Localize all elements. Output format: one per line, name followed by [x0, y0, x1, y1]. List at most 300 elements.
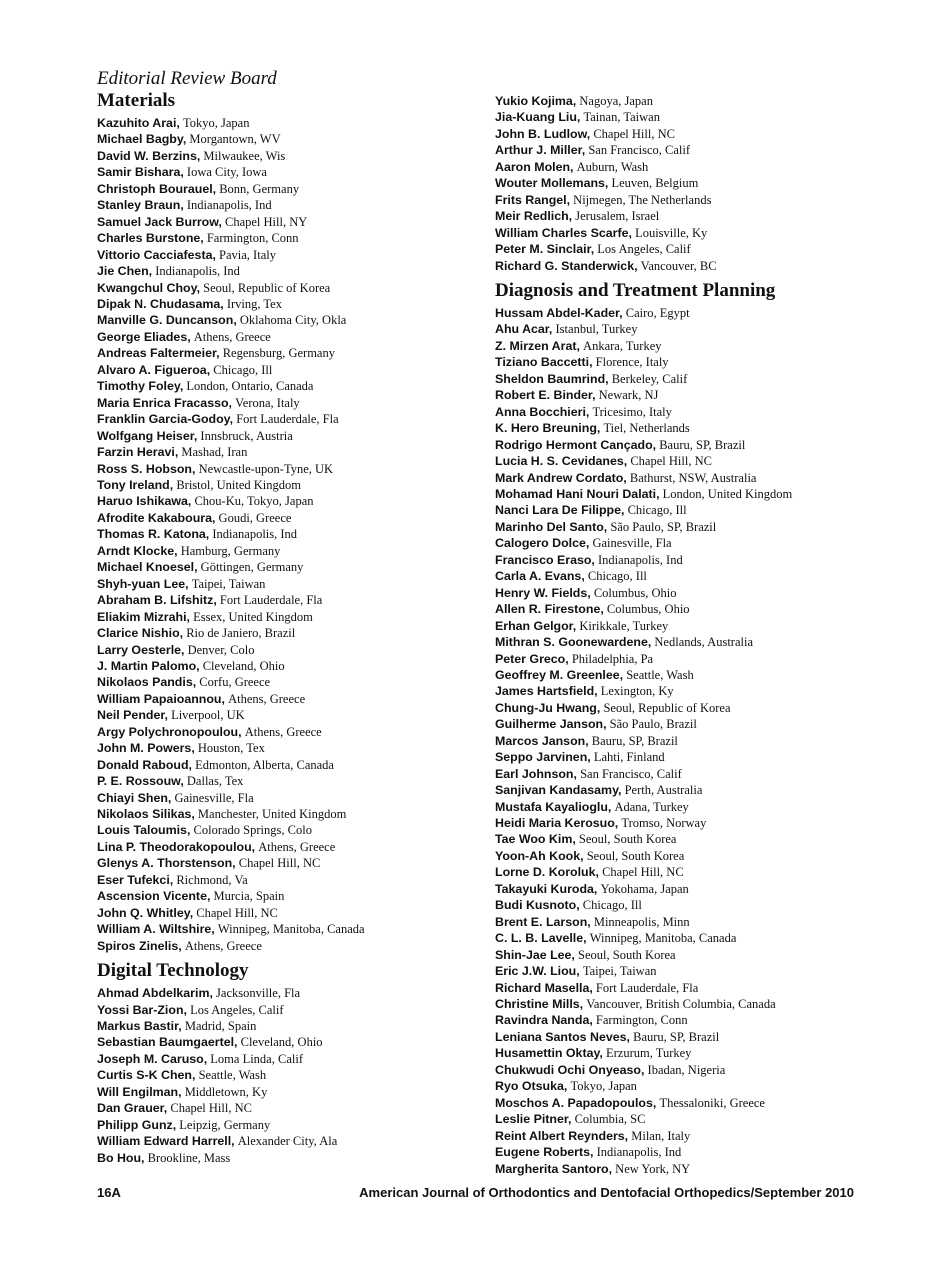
- reviewer-location: Erzurum, Turkey: [606, 1046, 692, 1061]
- reviewer-entry: [97, 642, 507, 658]
- reviewer-entry: [97, 1034, 507, 1050]
- reviewer-entry: [97, 872, 507, 888]
- reviewer-entry: [97, 444, 507, 460]
- reviewer-location: Göttingen, Germany: [200, 560, 304, 575]
- reviewer-entry: [97, 1150, 507, 1166]
- reviewer-entry: [495, 667, 905, 683]
- reviewer-name: Dan Grauer,: [97, 1101, 168, 1116]
- reviewer-location: Middletown, Ky: [184, 1084, 268, 1099]
- reviewer-name: Charles Burstone,: [97, 231, 204, 246]
- reviewer-name: Nikolaos Pandis,: [97, 675, 197, 690]
- reviewer-name: Christoph Bourauel,: [97, 181, 217, 196]
- reviewer-entry: [495, 585, 905, 601]
- reviewer-entry: [495, 241, 905, 257]
- reviewer-entry: [97, 312, 507, 328]
- reviewer-name: Sebastian Baumgaertel,: [97, 1035, 238, 1050]
- reviewer-entry: [495, 897, 905, 913]
- reviewer-name: Spiros Zinelis,: [97, 938, 182, 953]
- reviewer-location: Chapel Hill, NC: [170, 1101, 252, 1116]
- reviewer-entry: [97, 263, 507, 279]
- reviewer-location: Bauru, SP, Brazil: [633, 1029, 720, 1044]
- reviewer-location: Indianapolis, Ind: [212, 527, 298, 542]
- reviewer-location: Chicago, Ill: [213, 362, 273, 377]
- reviewer-location: Bathurst, NSW, Australia: [629, 470, 757, 485]
- reviewer-entry: [495, 683, 905, 699]
- reviewer-name: Robert E. Binder,: [495, 388, 596, 403]
- reviewer-name: Hussam Abdel-Kader,: [495, 305, 623, 320]
- reviewer-name: Guilherme Janson,: [495, 717, 607, 732]
- reviewer-name: Mark Andrew Cordato,: [495, 470, 627, 485]
- reviewer-name: Mithran S. Goonewardene,: [495, 635, 652, 650]
- reviewer-entry: [97, 790, 507, 806]
- reviewer-location: Fort Lauderdale, Fla: [219, 593, 323, 608]
- reviewer-entry: [97, 609, 507, 625]
- reviewer-entry: [495, 535, 905, 551]
- reviewer-location: Newark, NJ: [598, 388, 659, 403]
- reviewer-name: Heidi Maria Kerosuo,: [495, 816, 619, 831]
- reviewer-location: Milan, Italy: [631, 1128, 691, 1143]
- reviewer-location: San Francisco, Calif: [580, 766, 682, 781]
- reviewer-entry: [97, 131, 507, 147]
- reviewer-entry: [97, 428, 507, 444]
- reviewer-entry: [495, 1144, 905, 1160]
- reviewer-name: Haruo Ishikawa,: [97, 494, 192, 509]
- reviewer-entry: [97, 362, 507, 378]
- reviewer-entry: [495, 766, 905, 782]
- reviewer-name: Stanley Braun,: [97, 198, 184, 213]
- reviewer-entry: [495, 453, 905, 469]
- reviewer-name: John B. Ludlow,: [495, 126, 591, 141]
- reviewer-location: Mashad, Iran: [181, 445, 248, 460]
- reviewer-entry: [495, 634, 905, 650]
- reviewer-location: Jacksonville, Fla: [216, 986, 301, 1001]
- reviewer-entry: [495, 225, 905, 241]
- reviewer-name: K. Hero Breuning,: [495, 421, 601, 436]
- reviewer-entry: [97, 115, 507, 131]
- reviewer-name: Shyh-yuan Lee,: [97, 576, 189, 591]
- reviewer-name: Samir Bishara,: [97, 165, 184, 180]
- reviewer-name: Farzin Heravi,: [97, 445, 179, 460]
- reviewer-name: Donald Raboud,: [97, 757, 192, 772]
- reviewer-location: Lahti, Finland: [593, 750, 665, 765]
- reviewer-name: Lucia H. S. Cevidanes,: [495, 454, 628, 469]
- reviewer-location: Gainesville, Fla: [592, 536, 672, 551]
- reviewer-name: Yukio Kojima,: [495, 94, 577, 108]
- reviewer-location: London, United Kingdom: [662, 486, 793, 501]
- page-number: 16A: [97, 1185, 121, 1200]
- reviewer-location: Hamburg, Germany: [180, 543, 281, 558]
- reviewer-entry: [97, 576, 507, 592]
- reviewer-entry: [97, 1002, 507, 1018]
- reviewer-entry: [495, 142, 905, 158]
- reviewer-entry: [495, 321, 905, 337]
- reviewer-name: Wolfgang Heiser,: [97, 428, 198, 443]
- reviewer-location: Brookline, Mass: [147, 1150, 231, 1165]
- reviewer-entry: [97, 773, 507, 789]
- reviewer-name: Alvaro A. Figueroa,: [97, 362, 211, 377]
- reviewer-location: Chapel Hill, NY: [225, 214, 308, 229]
- reviewer-location: Ibadan, Nigeria: [647, 1062, 726, 1077]
- reviewer-entry: [495, 651, 905, 667]
- reviewer-name: Aaron Molen,: [495, 159, 574, 174]
- reviewer-entry: [97, 625, 507, 641]
- reviewer-name: Manville G. Duncanson,: [97, 313, 237, 328]
- reviewer-name: Tiziano Baccetti,: [495, 355, 593, 370]
- reviewer-entry: [495, 371, 905, 387]
- reviewer-location: Innsbruck, Austria: [200, 428, 293, 443]
- reviewer-entry: [495, 1095, 905, 1111]
- reviewer-name: Joseph M. Caruso,: [97, 1051, 208, 1066]
- reviewer-location: Ankara, Turkey: [583, 338, 662, 353]
- reviewer-location: Oklahoma City, Okla: [239, 313, 347, 328]
- reviewer-entry: [495, 1161, 905, 1177]
- reviewer-name: Takayuki Kuroda,: [495, 881, 598, 896]
- reviewer-location: Bonn, Germany: [219, 181, 300, 196]
- reviewer-location: Chapel Hill, NC: [630, 454, 712, 469]
- reviewer-location: Tainan, Taiwan: [583, 110, 660, 125]
- reviewer-location: Florence, Italy: [595, 355, 669, 370]
- reviewer-entry: [495, 1012, 905, 1028]
- reviewer-location: Chapel Hill, NC: [238, 856, 321, 871]
- reviewer-section: [495, 93, 905, 274]
- reviewer-name: William A. Wiltshire,: [97, 922, 215, 937]
- reviewer-location: Milwaukee, Wis: [203, 148, 286, 163]
- reviewer-location: Indianapolis, Ind: [596, 1145, 682, 1160]
- reviewer-location: Bauru, SP, Brazil: [591, 733, 678, 748]
- reviewer-location: Los Angeles, Calif: [190, 1002, 284, 1017]
- reviewer-entry: [495, 914, 905, 930]
- reviewer-location: Verona, Italy: [235, 395, 300, 410]
- reviewer-entry: [495, 947, 905, 963]
- reviewer-entry: [495, 618, 905, 634]
- reviewer-entry: [97, 280, 507, 296]
- reviewer-entry: [495, 716, 905, 732]
- reviewer-entry: [495, 963, 905, 979]
- reviewer-entry: [495, 782, 905, 798]
- reviewer-location: Columbus, Ohio: [593, 585, 677, 600]
- reviewer-entry: [97, 921, 507, 937]
- reviewer-name: Bo Hou,: [97, 1150, 145, 1165]
- reviewer-entry: [495, 1111, 905, 1127]
- reviewer-entry: [495, 305, 905, 321]
- reviewer-entry: [97, 1084, 507, 1100]
- reviewer-name: J. Martin Palomo,: [97, 658, 200, 673]
- reviewer-entry: [495, 815, 905, 831]
- reviewer-location: Chapel Hill, NC: [593, 126, 675, 141]
- reviewer-entry: [495, 404, 905, 420]
- reviewer-name: Thomas R. Katona,: [97, 527, 210, 542]
- reviewer-location: Manchester, United Kingdom: [197, 807, 347, 822]
- reviewer-entry: [97, 757, 507, 773]
- reviewer-name: Dipak N. Chudasama,: [97, 296, 224, 311]
- reviewer-location: São Paulo, SP, Brazil: [610, 519, 717, 534]
- reviewer-location: Indianapolis, Ind: [155, 264, 240, 279]
- reviewer-location: Chicago, Ill: [582, 898, 642, 913]
- reviewer-entry: [495, 980, 905, 996]
- reviewer-entry: [97, 378, 507, 394]
- reviewer-name: Richard Masella,: [495, 980, 593, 995]
- reviewer-name: Anna Bocchieri,: [495, 404, 590, 419]
- reviewer-name: Seppo Jarvinen,: [495, 750, 591, 765]
- reviewer-name: Henry W. Fields,: [495, 585, 591, 600]
- reviewer-location: Iowa City, Iowa: [186, 165, 267, 180]
- reviewer-location: Seoul, Republic of Korea: [603, 700, 731, 715]
- reviewer-location: Chou-Ku, Tokyo, Japan: [194, 494, 314, 509]
- reviewer-entry: [495, 848, 905, 864]
- reviewer-entry: [495, 996, 905, 1012]
- reviewer-entry: [495, 109, 905, 125]
- reviewer-entry: [97, 543, 507, 559]
- reviewer-name: Eugene Roberts,: [495, 1145, 594, 1160]
- reviewer-name: Kazuhito Arai,: [97, 116, 180, 130]
- reviewer-location: Bristol, United Kingdom: [176, 477, 301, 492]
- reviewer-location: Athens, Greece: [228, 691, 306, 706]
- reviewer-location: Gainesville, Fla: [174, 790, 254, 805]
- reviewer-location: Athens, Greece: [258, 839, 336, 854]
- reviewer-location: Rio de Janiero, Brazil: [186, 626, 296, 641]
- reviewer-location: Houston, Tex: [197, 741, 265, 756]
- reviewer-location: Adana, Turkey: [614, 799, 689, 814]
- reviewer-location: Dallas, Tex: [186, 774, 244, 789]
- reviewer-location: Philadelphia, Pa: [571, 651, 654, 666]
- reviewer-entry: [495, 1045, 905, 1061]
- reviewer-entry: [97, 148, 507, 164]
- reviewer-entry: [97, 674, 507, 690]
- reviewer-entry: [495, 420, 905, 436]
- reviewer-location: Fort Lauderdale, Fla: [595, 980, 699, 995]
- reviewer-name: Maria Enrica Fracasso,: [97, 395, 232, 410]
- reviewer-name: P. E. Rossouw,: [97, 774, 184, 789]
- reviewer-entry: [97, 559, 507, 575]
- reviewer-name: Budi Kusnoto,: [495, 898, 580, 913]
- reviewer-entry: [97, 329, 507, 345]
- reviewer-name: Ross S. Hobson,: [97, 461, 196, 476]
- reviewer-entry: [495, 568, 905, 584]
- reviewer-location: Regensburg, Germany: [222, 346, 335, 361]
- reviewer-name: Philipp Gunz,: [97, 1117, 177, 1132]
- reviewer-section: [97, 960, 507, 1166]
- reviewer-name: Kwangchul Choy,: [97, 280, 201, 295]
- reviewer-location: Auburn, Wash: [576, 159, 649, 174]
- reviewer-name: Allen R. Firestone,: [495, 602, 604, 617]
- reviewer-name: Clarice Nishio,: [97, 626, 184, 641]
- reviewer-location: Indianapolis, Ind: [186, 198, 272, 213]
- reviewer-name: Lina P. Theodorakopoulou,: [97, 839, 256, 854]
- reviewer-location: Tokyo, Japan: [182, 116, 250, 130]
- reviewer-location: Seoul, South Korea: [578, 947, 676, 962]
- reviewer-name: Erhan Gelgor,: [495, 618, 577, 633]
- reviewer-section: [97, 90, 507, 954]
- reviewer-entry: [495, 700, 905, 716]
- reviewer-entry: [97, 724, 507, 740]
- reviewer-location: Chapel Hill, NC: [196, 905, 278, 920]
- reviewer-name: Richard G. Standerwick,: [495, 258, 638, 273]
- reviewer-name: Marcos Janson,: [495, 733, 589, 748]
- reviewer-name: James Hartsfield,: [495, 684, 598, 699]
- reviewer-name: Samuel Jack Burrow,: [97, 214, 222, 229]
- reviewer-location: Kirikkale, Turkey: [579, 618, 669, 633]
- reviewer-name: Francisco Eraso,: [495, 552, 595, 567]
- reviewer-location: Goudi, Greece: [218, 510, 292, 525]
- reviewer-location: Athens, Greece: [244, 724, 322, 739]
- reviewer-name: Meir Redlich,: [495, 209, 573, 224]
- reviewer-entry: [97, 181, 507, 197]
- reviewer-location: Murcia, Spain: [213, 889, 285, 904]
- reviewer-name: Reint Albert Reynders,: [495, 1128, 629, 1143]
- reviewer-location: Essex, United Kingdom: [193, 609, 313, 624]
- reviewer-location: Loma Linda, Calif: [210, 1051, 303, 1066]
- reviewer-name: William Charles Scarfe,: [495, 225, 632, 240]
- reviewer-location: Lexington, Ky: [600, 684, 674, 699]
- reviewer-location: Liverpool, UK: [171, 708, 245, 723]
- reviewer-entry: [97, 658, 507, 674]
- reviewer-name: Eliakim Mizrahi,: [97, 609, 190, 624]
- reviewer-entry: [97, 855, 507, 871]
- reviewer-name: C. L. B. Lavelle,: [495, 931, 587, 946]
- reviewer-name: Ravindra Nanda,: [495, 1013, 593, 1028]
- reviewer-name: Ryo Otsuka,: [495, 1079, 568, 1094]
- reviewer-location: Athens, Greece: [193, 329, 271, 344]
- reviewer-location: Alexander City, Ala: [237, 1134, 338, 1149]
- page-title: Editorial Review Board: [97, 68, 277, 89]
- reviewer-section: [495, 280, 905, 1177]
- reviewer-location: Tricesimo, Italy: [592, 404, 672, 419]
- reviewer-name: Arndt Klocke,: [97, 543, 178, 558]
- reviewer-entry: [97, 461, 507, 477]
- reviewer-location: Thessaloniki, Greece: [659, 1095, 765, 1110]
- reviewer-entry: [97, 411, 507, 427]
- reviewer-name: Peter Greco,: [495, 651, 569, 666]
- reviewer-entry: [97, 740, 507, 756]
- reviewer-entry: [97, 691, 507, 707]
- reviewer-name: Yossi Bar-Zion,: [97, 1002, 187, 1017]
- reviewer-name: Sanjivan Kandasamy,: [495, 783, 622, 798]
- reviewer-location: Taipei, Taiwan: [582, 964, 657, 979]
- reviewer-name: Tae Woo Kim,: [495, 832, 576, 847]
- reviewer-location: Perth, Australia: [624, 783, 703, 798]
- reviewer-name: Nikolaos Silikas,: [97, 807, 195, 822]
- reviewer-name: Peter M. Sinclair,: [495, 242, 595, 257]
- reviewer-name: Lorne D. Koroluk,: [495, 865, 599, 880]
- reviewer-location: Columbus, Ohio: [606, 602, 690, 617]
- reviewer-location: Winnipeg, Manitoba, Canada: [217, 922, 365, 937]
- reviewer-name: Moschos A. Papadopoulos,: [495, 1095, 657, 1110]
- reviewer-location: Cairo, Egypt: [625, 305, 690, 320]
- reviewer-entry: [97, 839, 507, 855]
- reviewer-location: Richmond, Va: [176, 872, 248, 887]
- reviewer-location: Vancouver, BC: [640, 258, 717, 273]
- reviewer-location: Seoul, Republic of Korea: [203, 280, 331, 295]
- page-footer: [97, 1185, 854, 1201]
- reviewer-location: London, Ontario, Canada: [186, 379, 314, 394]
- reviewer-entry: [495, 159, 905, 175]
- reviewer-name: John Q. Whitley,: [97, 905, 194, 920]
- reviewer-entry: [97, 1117, 507, 1133]
- reviewer-name: Mohamad Hani Nouri Dalati,: [495, 486, 660, 501]
- reviewer-entry: [97, 888, 507, 904]
- reviewer-location: Tokyo, Japan: [570, 1079, 637, 1094]
- reviewer-entry: [97, 197, 507, 213]
- reviewer-name: John M. Powers,: [97, 741, 195, 756]
- reviewer-entry: [495, 192, 905, 208]
- reviewer-name: Nanci Lara De Filippe,: [495, 503, 625, 518]
- reviewer-name: Marinho Del Santo,: [495, 519, 608, 534]
- reviewer-location: Tromso, Norway: [621, 816, 707, 831]
- reviewer-location: Cleveland, Ohio: [202, 658, 285, 673]
- reviewer-name: Mustafa Kayalioglu,: [495, 799, 612, 814]
- reviewer-entry: [495, 881, 905, 897]
- reviewer-location: Leipzig, Germany: [179, 1117, 271, 1132]
- reviewer-name: Calogero Dolce,: [495, 536, 590, 551]
- reviewer-location: Athens, Greece: [184, 938, 262, 953]
- reviewer-entry: [495, 733, 905, 749]
- reviewer-name: Timothy Foley,: [97, 379, 184, 394]
- reviewer-location: Tiel, Netherlands: [603, 421, 690, 436]
- reviewer-location: Columbia, SC: [574, 1112, 646, 1127]
- reviewer-location: Seoul, South Korea: [578, 832, 677, 847]
- reviewer-name: Jia-Kuang Liu,: [495, 110, 581, 125]
- reviewer-entry: [495, 387, 905, 403]
- reviewer-name: William Edward Harrell,: [97, 1134, 235, 1149]
- reviewer-entry: [495, 208, 905, 224]
- reviewer-name: Louis Taloumis,: [97, 823, 191, 838]
- reviewer-location: Nijmegen, The Netherlands: [573, 192, 712, 207]
- reviewer-name: Vittorio Cacciafesta,: [97, 247, 216, 262]
- reviewer-name: Arthur J. Miller,: [495, 143, 586, 158]
- reviewer-name: Franklin Garcia-Godoy,: [97, 412, 234, 427]
- reviewer-location: Seattle, Wash: [626, 667, 694, 682]
- reviewer-entry: [495, 1062, 905, 1078]
- reviewer-entry: [495, 1029, 905, 1045]
- reviewer-entry: [97, 822, 507, 838]
- reviewer-name: Christine Mills,: [495, 997, 584, 1012]
- reviewer-location: Winnipeg, Manitoba, Canada: [589, 931, 737, 946]
- reviewer-entry: [495, 470, 905, 486]
- reviewer-name: Earl Johnson,: [495, 766, 577, 781]
- reviewer-name: Rodrigo Hermont Cançado,: [495, 437, 657, 452]
- reviewer-entry: [495, 502, 905, 518]
- reviewer-location: Fort Lauderdale, Fla: [236, 412, 339, 427]
- reviewer-location: Indianapolis, Ind: [597, 552, 683, 567]
- reviewer-location: Berkeley, Calif: [611, 371, 688, 386]
- reviewer-name: Michael Knoesel,: [97, 560, 198, 575]
- reviewer-entry: [495, 1078, 905, 1094]
- reviewer-location: Madrid, Spain: [184, 1019, 257, 1034]
- reviewer-entry: [97, 1018, 507, 1034]
- reviewer-entry: [97, 247, 507, 263]
- reviewer-entry: [97, 526, 507, 542]
- reviewer-location: Seoul, South Korea: [586, 848, 685, 863]
- reviewer-location: Chicago, Ill: [587, 569, 647, 584]
- reviewer-entry: [495, 126, 905, 142]
- reviewer-name: George Eliades,: [97, 329, 191, 344]
- reviewer-entry: [97, 707, 507, 723]
- reviewer-entry: [495, 338, 905, 354]
- section-title: Diagnosis and Treatment Planning: [495, 279, 776, 301]
- reviewer-location: Bauru, SP, Brazil: [659, 437, 746, 452]
- reviewer-name: Wouter Mollemans,: [495, 176, 609, 191]
- reviewer-name: Ahu Acar,: [495, 322, 553, 337]
- reviewer-name: Afrodite Kakaboura,: [97, 510, 216, 525]
- reviewer-name: Larry Oesterle,: [97, 642, 185, 657]
- reviewer-location: Taipei, Taiwan: [191, 576, 266, 591]
- reviewer-entry: [97, 1100, 507, 1116]
- reviewer-entry: [97, 592, 507, 608]
- reviewer-entry: [495, 831, 905, 847]
- reviewer-location: Colorado Springs, Colo: [193, 823, 312, 838]
- reviewer-location: Farmington, Conn: [595, 1013, 688, 1028]
- reviewer-name: Andreas Faltermeier,: [97, 346, 220, 361]
